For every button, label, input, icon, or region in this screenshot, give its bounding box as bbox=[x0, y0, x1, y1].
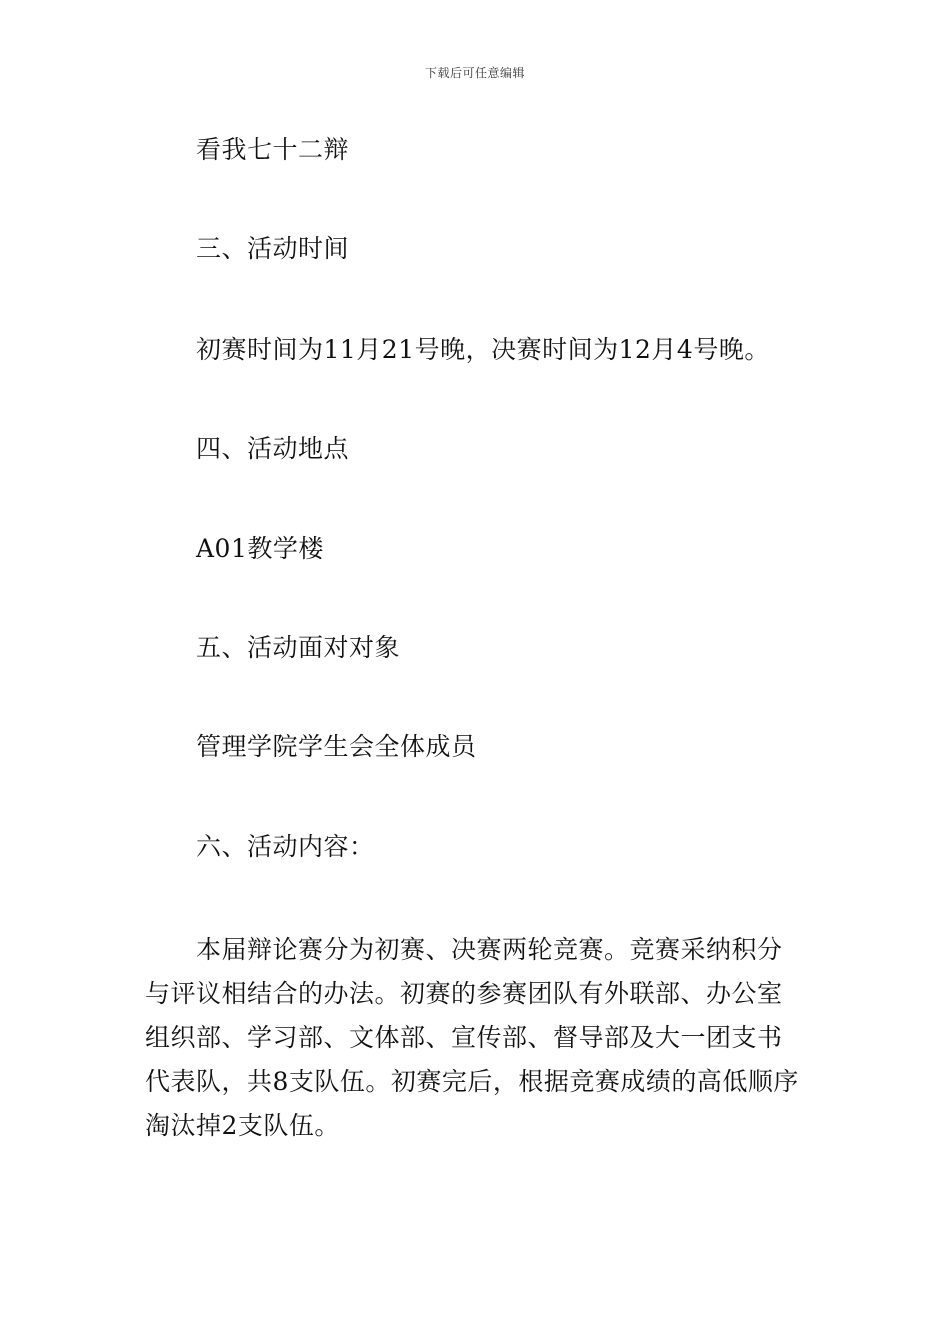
section-heading-location: 四、活动地点 bbox=[196, 434, 350, 463]
paragraph-line: 代表队，共8支队伍。初赛完后，根据竞赛成绩的高低顺序 bbox=[145, 1067, 799, 1096]
paragraph-line: 与评议相结合的办法。初赛的参赛团队有外联部、办公室 bbox=[145, 979, 783, 1008]
page-header-note: 下载后可任意编辑 bbox=[424, 66, 525, 80]
heading-title: 看我七十二辩 bbox=[196, 135, 350, 164]
time-text: 初赛时间为11月21号晚，决赛时间为12月4号晚。 bbox=[196, 335, 770, 364]
content-paragraph bbox=[145, 928, 810, 1148]
section-heading-content: 六、活动内容： bbox=[196, 832, 375, 861]
paragraph-line: 组织部、学习部、文体部、宣传部、督导部及大一团支书 bbox=[145, 1023, 783, 1052]
paragraph-line: 淘汰掉2支队伍。 bbox=[145, 1111, 340, 1140]
paragraph-line: 本届辩论赛分为初赛、决赛两轮竞赛。竞赛采纳积分 bbox=[196, 935, 783, 964]
section-heading-audience: 五、活动面对对象 bbox=[196, 633, 401, 662]
audience-text: 管理学院学生会全体成员 bbox=[196, 732, 477, 761]
section-heading-time: 三、活动时间 bbox=[196, 234, 350, 263]
location-text: A01教学楼 bbox=[196, 534, 324, 563]
